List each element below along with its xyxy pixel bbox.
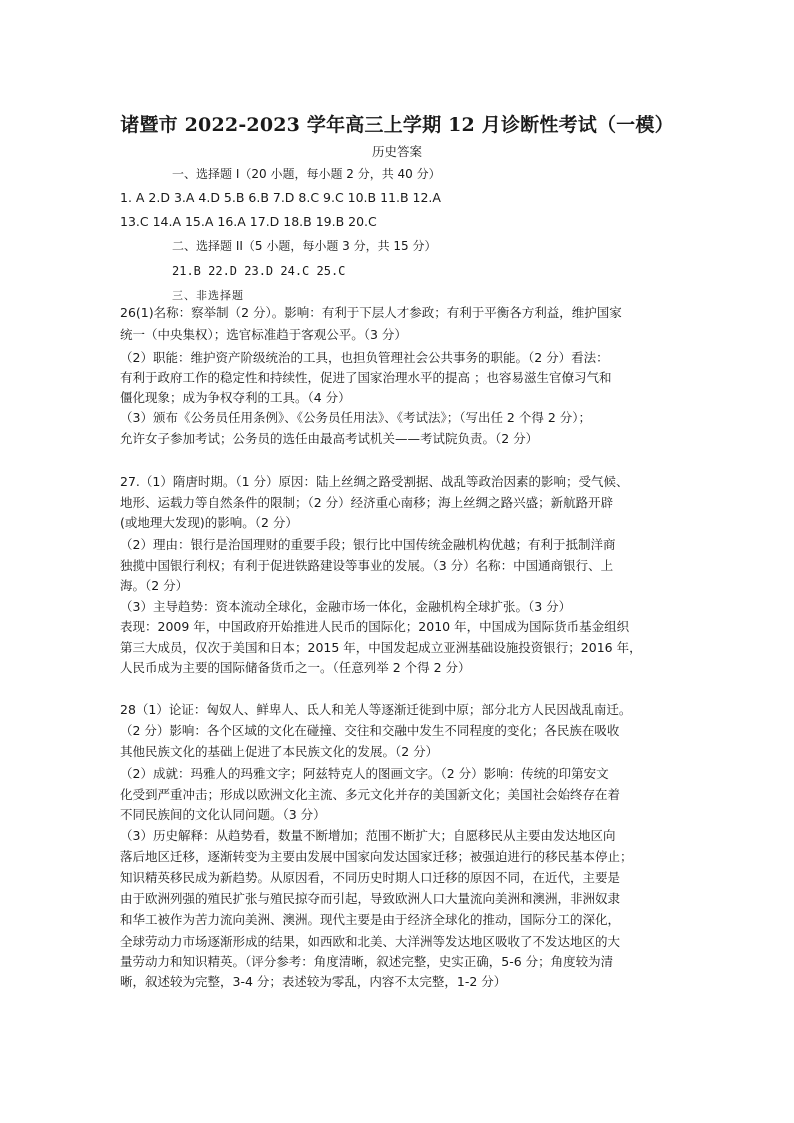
q28-line: 不同民族间的文化认同问题。（3 分） — [120, 807, 326, 822]
q26-line: 26(1)名称：察举制（2 分）。影响：有利于下层人才参政；有利于平衡各方利益，维护国家 — [120, 305, 622, 320]
q27-line: 地形、运载力等自然条件的限制；（2 分）经济重心南移；海上丝绸之路兴盛；新航路开辟 — [120, 495, 614, 510]
q26-line: （3）颁布《公务员任用条例》、《公务员任用法》、《考试法》；（写出任 2 个得 2 分）； — [120, 410, 592, 425]
q27-line: 27.（1）隋唐时期。（1 分）原因：陆上丝绸之路受割据、战乱等政治因素的影响；受气候、 — [120, 474, 629, 489]
q28-line: （3）历史解释：从趋势看，数量不断增加；范围不断扩大；自愿移民从主要由发达地区向 — [120, 828, 616, 843]
q28-line: 落后地区迁移，逐渐转变为主要由发展中国家向发达国家迁移；被强迫进行的移民基本停止； — [120, 849, 633, 864]
q27-line: 独揽中国银行利权；有利于促进铁路建设等事业的发展。（3 分）名称：中国通商银行、上 — [120, 558, 614, 573]
q26-line: 僵化现象；成为争权夺利的工具。（4 分） — [120, 390, 351, 405]
q27-line: (或地理大发现)的影响。（2 分） — [120, 515, 298, 530]
q27-line: 人民币成为主要的国际储备货币之一。（任意列举 2 个得 2 分） — [120, 660, 471, 675]
page-subtitle: 历史答案 — [371, 144, 422, 159]
q28-line: 量劳动力和知识精英。（评分参考：角度清晰，叙述完整，史实正确，5-6 分；角度较为清 — [120, 954, 614, 969]
section3-heading: 三、非选择题 — [172, 289, 244, 302]
q27-line: 海。（2 分） — [120, 578, 189, 593]
q27-line: 第三大成员，仅次于美国和日本；2015 年，中国发起成立亚洲基础设施投资银行；2016 年， — [120, 640, 642, 655]
q26-line: 有利于政府工作的稳定性和持续性，促进了国家治理水平的提高 ；也容易滋生官僚习气和 — [120, 370, 612, 385]
q27-line: （2）理由：银行是治国理财的重要手段；银行比中国传统金融机构优越；有利于抵制洋商 — [120, 537, 616, 552]
q28-line: 晰，叙述较为完整，3-4 分；表述较为零乱，内容不太完整，1-2 分） — [120, 974, 507, 989]
q28-line: 全球劳动力市场逐渐形成的结果，如西欧和北美、大洋洲等发达地区吸收了不发达地区的大 — [120, 934, 621, 949]
q28-line: 化受到严重冲击；形成以欧洲文化主流、多元文化并存的美国新文化；美国社会始终存在着 — [120, 787, 621, 802]
q28-line: （2 分）影响：各个区域的文化在碰撞、交往和交融中发生不同程度的变化；各民族在吸收 — [120, 723, 620, 738]
q26-line: （2）职能：维护资产阶级统治的工具，也担负管理社会公共事务的职能。（2 分）看法： — [120, 350, 609, 365]
q27-line: 表现：2009 年，中国政府开始推进人民币的国际化；2010 年，中国成为国际货币基金组织 — [120, 619, 630, 634]
q27-line: （3）主导趋势：资本流动全球化，金融市场一体化，金融机构全球扩张。（3 分） — [120, 599, 572, 614]
section2-heading: 二、选择题 II（5 小题，每小题 3 分，共 15 分） — [172, 239, 437, 253]
q28-line: （2）成就：玛雅人的玛雅文字；阿兹特克人的图画文字。（2 分）影响：传统的印第安文 — [120, 766, 609, 781]
q28-line: 其他民族文化的基础上促进了本民族文化的发展。（2 分） — [120, 744, 439, 759]
q26-line: 允许女子参加考试；公务员的选任由最高考试机关——考试院负责。（2 分） — [120, 431, 539, 446]
section1-heading: 一、选择题 I（20 小题，每小题 2 分，共 40 分） — [172, 167, 441, 181]
q26-line: 统一（中央集权）；选官标准趋于客观公平。（3 分） — [120, 327, 407, 342]
q28-line: 28（1）论证：匈奴人、鲜卑人、氐人和羌人等逐渐迁徙到中原；部分北方人民因战乱南迁。 — [120, 702, 632, 717]
page-title: 诸暨市 2022-2023 学年高三上学期 12 月诊断性考试（一模） — [120, 114, 674, 136]
section1-answers-row1: 1. A 2.D 3.A 4.D 5.B 6.B 7.D 8.C 9.C 10.B 11.B 12.A — [120, 190, 441, 205]
q28-line: 由于欧洲列强的殖民扩张与殖民掠夺而引起，导致欧洲人口大量流向美洲和澳洲，非洲奴隶 — [120, 891, 621, 906]
section2-answers: 21.B 22.D 23.D 24.C 25.C — [172, 264, 346, 278]
q28-line: 和华工被作为苦力流向美洲、澳洲。现代主要是由于经济全球化的推动，国际分工的深化， — [120, 912, 621, 927]
section1-answers-row2: 13.C 14.A 15.A 16.A 17.D 18.B 19.B 20.C — [120, 214, 377, 229]
q28-line: 知识精英移民成为新趋势。从原因看，不同历史时期人口迁移的原因不同，在近代，主要是 — [120, 870, 621, 885]
